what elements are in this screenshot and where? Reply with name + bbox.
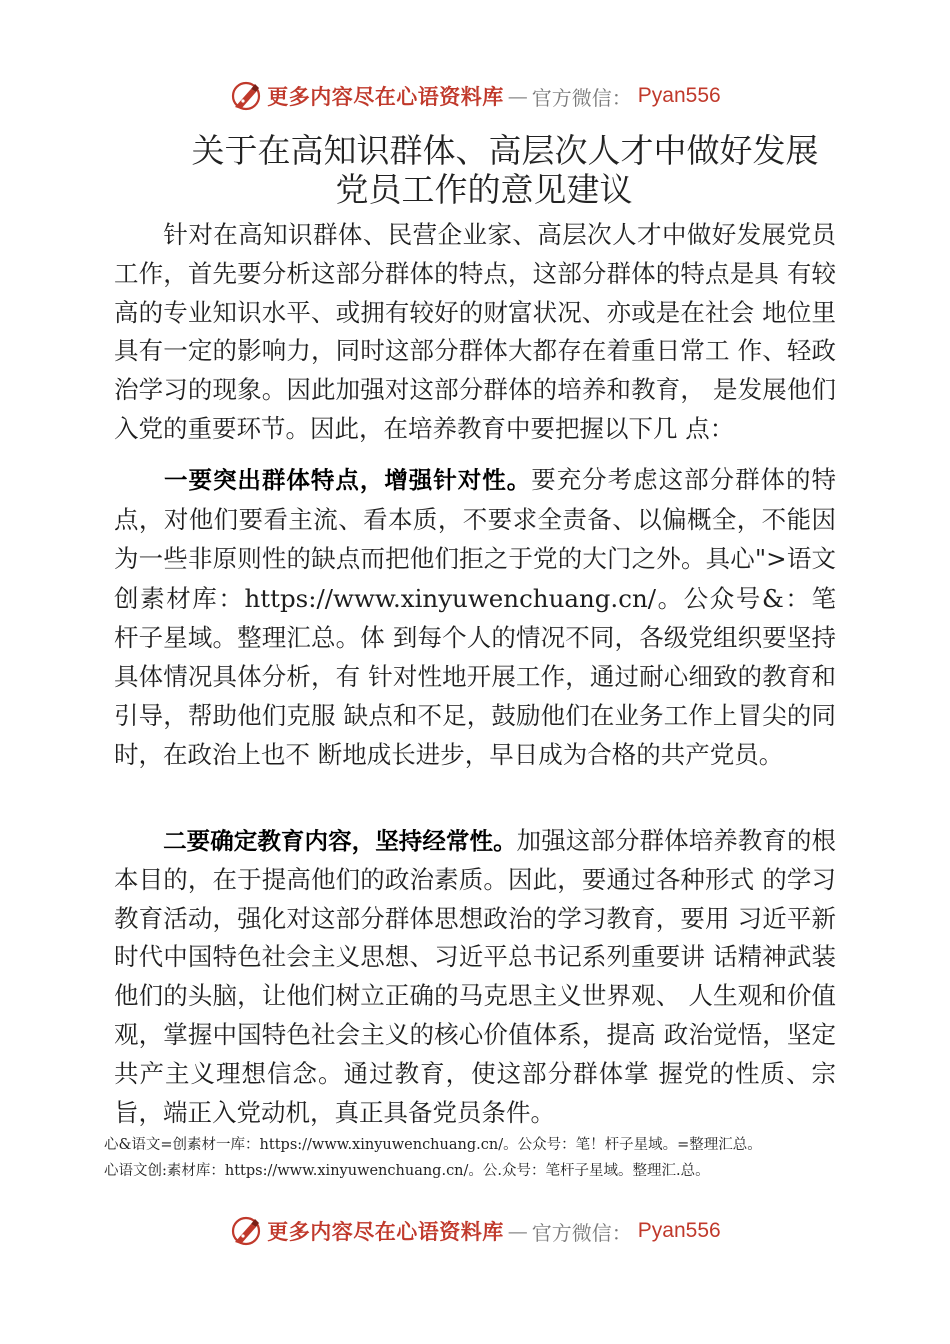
footer-watermark-line-2: 心语文创:素材库：https://www.xinyuwenchuang.cn/。公.众号：笔杆子星域。整理汇.总。	[104, 1163, 710, 1179]
banner-wechat-label: 官方微信：	[531, 1220, 632, 1245]
top-banner	[0, 76, 950, 116]
banner-dash: —	[507, 1219, 528, 1243]
paragraph-point-one	[114, 460, 836, 775]
banner-title: 更多内容尽在心语资料库	[267, 1219, 504, 1244]
document-title-line-1: 关于在高知识群体、高层次人才中做好发展	[191, 131, 819, 170]
bottom-banner-content	[229, 1214, 720, 1248]
banner-wechat-id: Pyan556	[637, 84, 721, 107]
point-two-text: 加强这部分群体培养教育的根本目的，在于提高他们的政治素质。因此，要通过各种形式 的学习教育活动，强化对这部分群体思想政治的学习教育，要用 习近平新时代中国特色社会主义思想、习近平总书记系列重要讲 话精神武装他们的头脑，让他们树立正确的马克思主义世界观、 人生观和价值观，掌握中国特色社会主义的核心价值体系，提高 政治觉悟，坚定共产主义理想信念。通过教育，使这部分群体掌 握党的性质、宗旨，端正入党动机，真正具备党员条件。	[114, 826, 837, 1127]
banner-wechat-id: Pyan556	[637, 1219, 721, 1242]
banner-wechat-label: 官方微信：	[531, 85, 632, 110]
paragraph-intro-text: 针对在高知识群体、民营企业家、高层次人才中做好发展党员工作，首先要分析这部分群体的特点，这部分群体的特点是具 有较高的专业知识水平、或拥有较好的财富状况、亦或是在社会 地位里具有一定的影响力，同时这部分群体大都存在着重日常工 作、轻政治学习的现象。因此加强对这部分群体的培养和教育， 是发展他们入党的重要环节。因此，在培养教育中要把握以下几 点：	[114, 220, 836, 443]
top-banner-content	[229, 79, 720, 113]
point-one-heading: 一要突出群体特点，增强针对性。	[163, 466, 532, 494]
document-title-line-2: 党员工作的意见建议	[335, 170, 633, 209]
bottom-banner	[0, 1211, 950, 1251]
point-two-heading: 二要确定教育内容，坚持经常性。	[163, 827, 517, 855]
pen-nib-logo-icon	[229, 79, 263, 113]
point-one-text: 要充分考虑这部分群体的特点，对他们要看主流、看本质，不要求全责备、以偏概全，不能因为一些非原则性的缺点而把他们拒之于党的大门之外。具心">语文创素材库：https://www.xinyuwenchuang.cn/。公众号&：笔杆子星域。整理汇总。体 到每个人的情况不同，各级党组织要坚持具体情况具体分析，有 针对性地开展工作，通过耐心细致的教育和引导，帮助他们克服 缺点和不足，鼓励他们在业务工作上冒尖的同时，在政治上也不 断地成长进步，早日成为合格的共产党员。	[114, 465, 837, 770]
banner-title: 更多内容尽在心语资料库	[267, 84, 504, 109]
paragraph-intro	[114, 216, 836, 449]
pen-nib-logo-icon	[229, 1214, 263, 1248]
paragraph-point-two	[114, 822, 836, 1132]
footer-watermark-line-1: 心&语文=创素材一库：https://www.xinyuwenchuang.cn/。公众号：笔！杆子星域。=整理汇总。	[104, 1137, 762, 1153]
banner-dash: —	[507, 84, 528, 108]
